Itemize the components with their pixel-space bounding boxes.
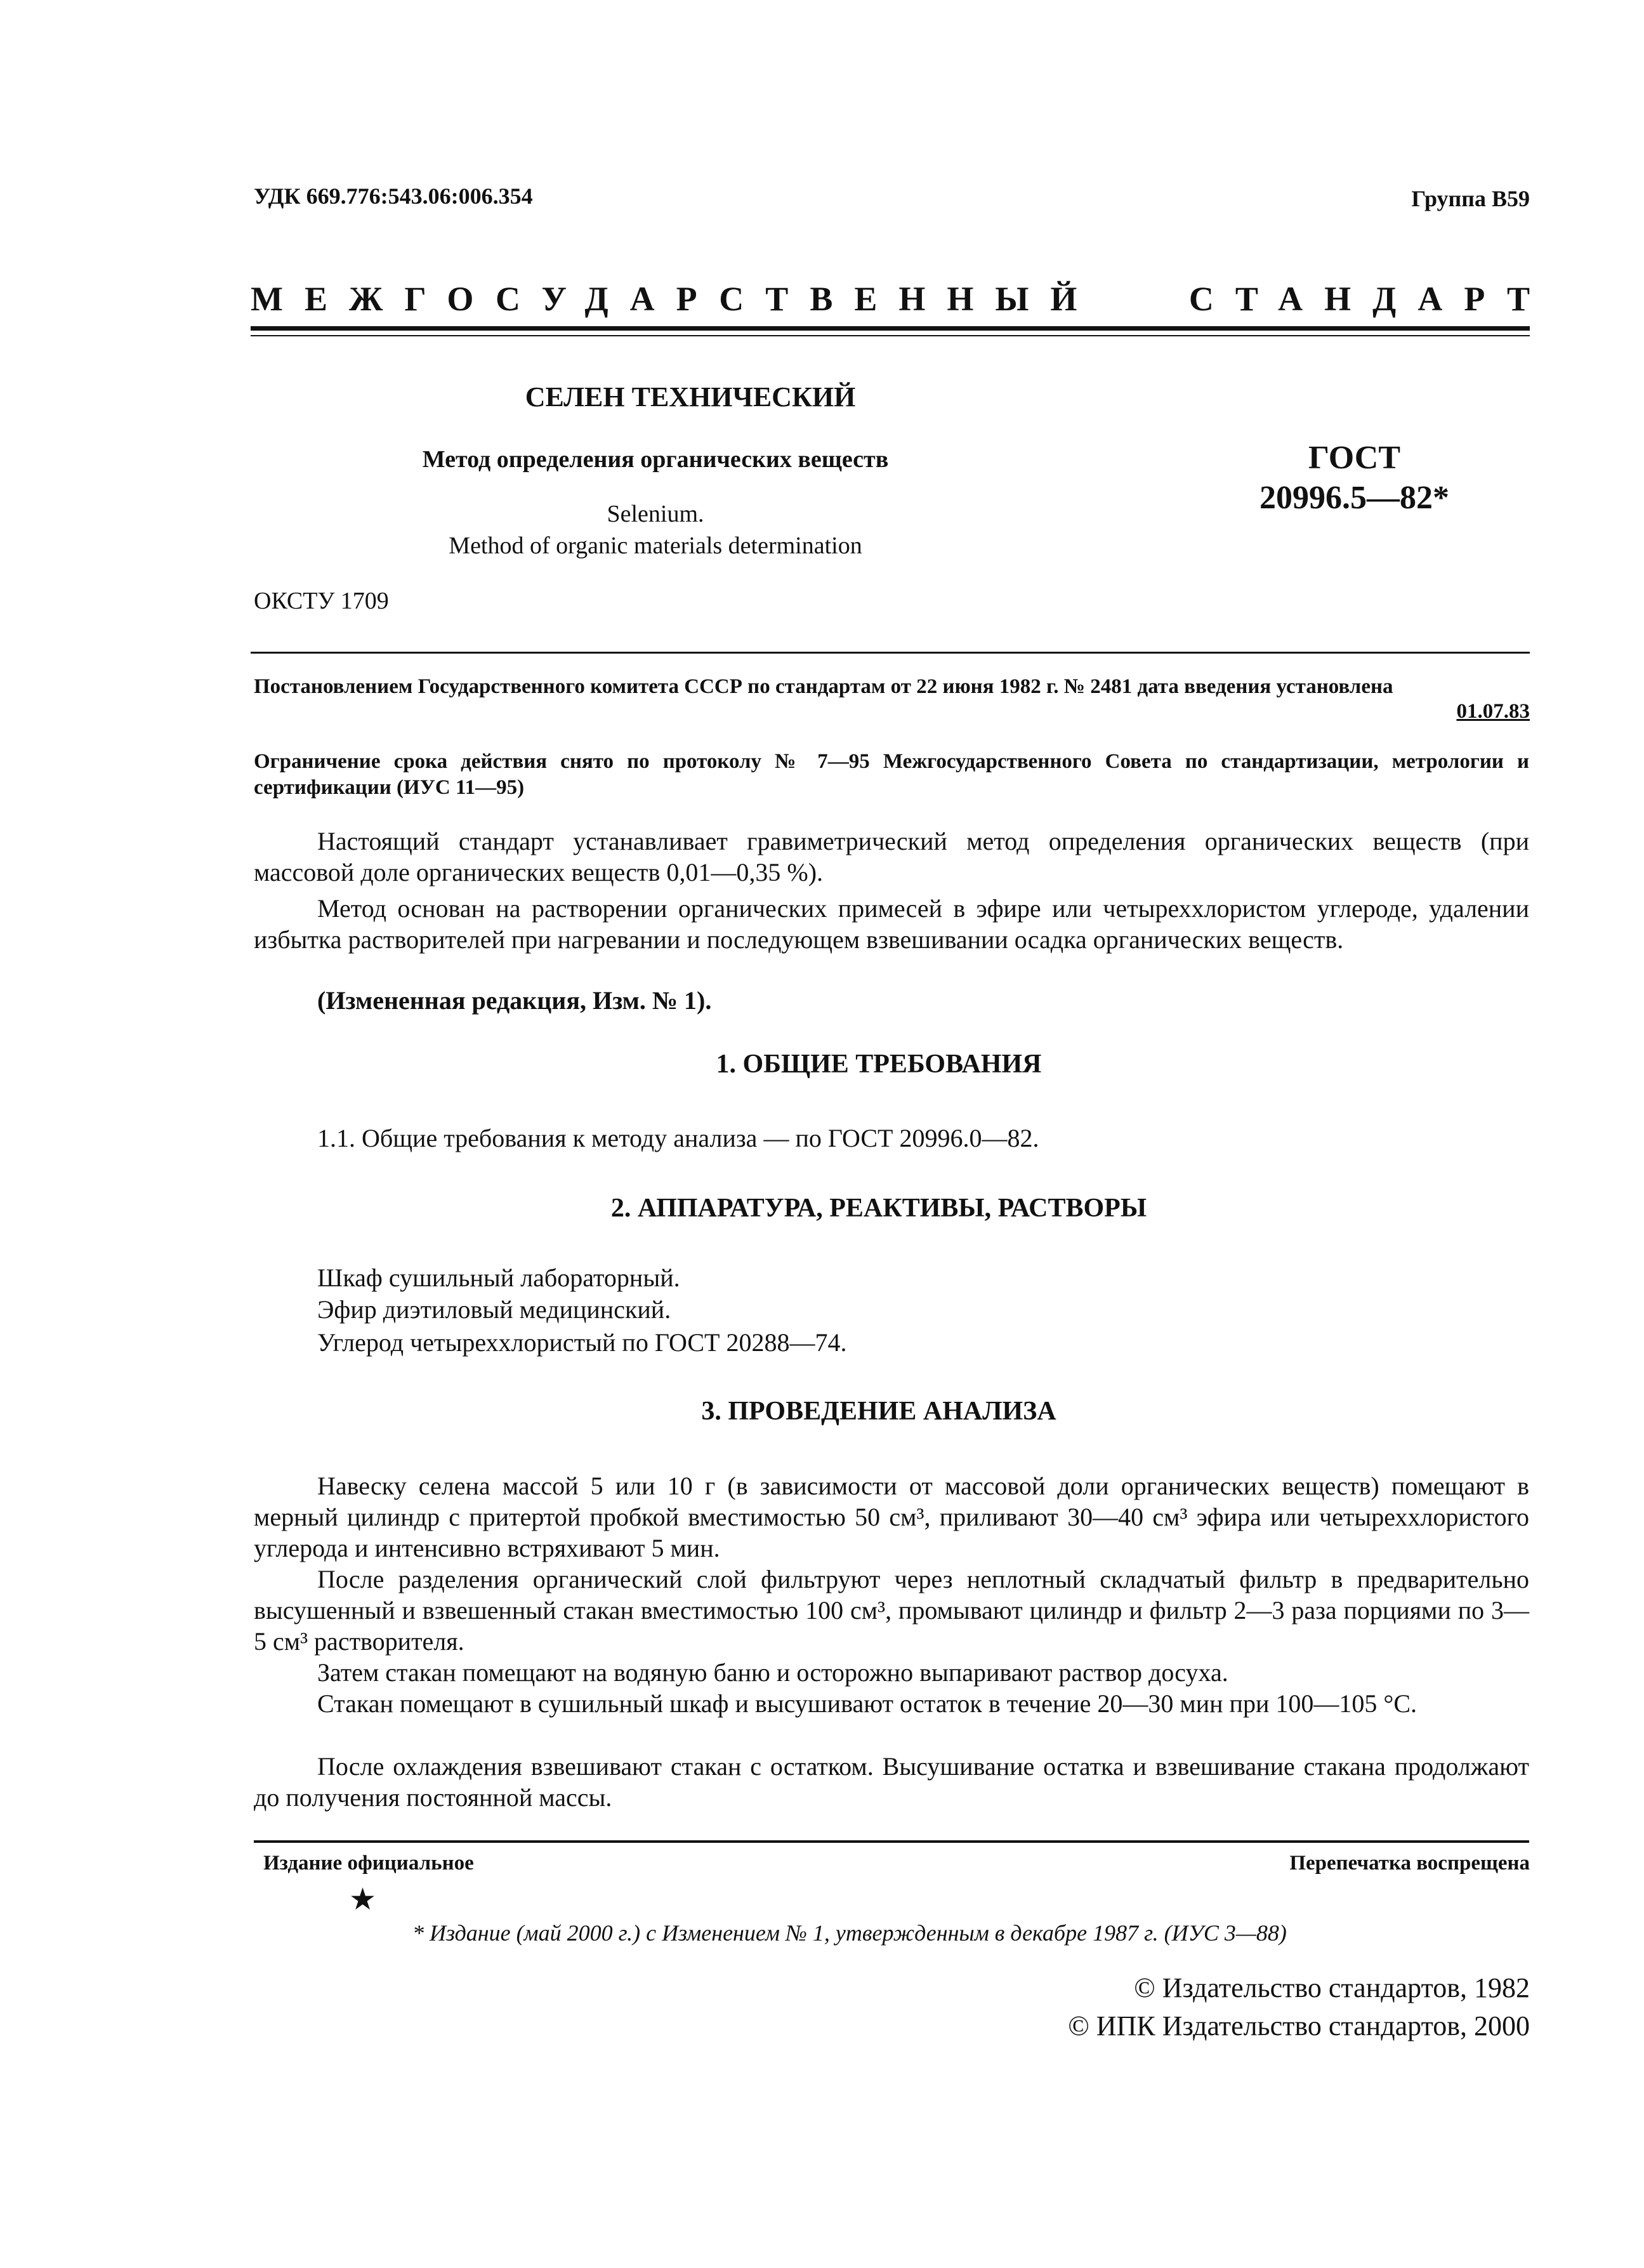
group-code: Группа В59 — [1411, 186, 1530, 211]
udk-code: УДК 669.776:543.06:006.354 — [254, 183, 533, 209]
document-title: СЕЛЕН ТЕХНИЧЕСКИЙ — [525, 381, 856, 412]
section-3-paragraph-4: Стакан помещают в сушильный шкаф и высушивают остаток в течение 20—30 мин при 100—105 °С. — [317, 1689, 1417, 1718]
gost-label: ГОСТ — [1308, 440, 1401, 476]
gost-code: 20996.5—82* — [1259, 480, 1449, 517]
section-3-paragraph-2: После разделения органический слой фильтруют через неплотный складчатый фильтр в предварительно высушенный и взвешенный стакан вместимостью 100 см³, промывают цилиндр и фильтр 2—3 раза порциями по 3—5 см³ растворителя. — [254, 1565, 1529, 1656]
restriction-note: Ограничение срока действия снято по протоколу № 7—95 Межгосударственного Совета по стандартизации, метрологии и сертификации (ИУС 11—95) — [254, 750, 1529, 800]
copyright-1982: © Издательство стандартов, 1982 — [1134, 1972, 1530, 2003]
banner-word-standard: СТАНДАРТ — [1188, 280, 1551, 318]
section-3-heading: 3. ПРОВЕДЕНИЕ АНАЛИЗА — [701, 1397, 1056, 1426]
star-icon: ★ — [349, 1883, 377, 1916]
decree-text: Постановлением Государственного комитета СССР по стандартам от 22 июня 1982 г. № 2481 дата введения установлена — [254, 675, 1393, 698]
section-2-heading: 2. АППАРАТУРА, РЕАКТИВЫ, РАСТВОРЫ — [610, 1194, 1147, 1223]
okstu-code: ОКСТУ 1709 — [254, 588, 389, 614]
banner-rule-thick — [251, 326, 1530, 331]
banner-rule-thin — [251, 335, 1530, 336]
english-title-line2: Method of organic materials determination — [449, 532, 862, 559]
introduction-date: 01.07.83 — [1456, 700, 1530, 723]
document-subtitle: Метод определения органических веществ — [422, 446, 889, 473]
gost-number — [1259, 438, 1449, 518]
equipment-item: Углерод четыреххлористый по ГОСТ 20288—74. — [317, 1328, 847, 1357]
intro-paragraph-1: Настоящий стандарт устанавливает гравиметрический метод определения органических веществ (при массовой доле органических веществ 0,01—0,35 %). — [254, 827, 1529, 887]
section-1-heading: 1. ОБЩИЕ ТРЕБОВАНИЯ — [716, 1050, 1042, 1079]
intro-paragraph-2: Метод основан на растворении органических примесей в эфире или четыреххлористом углероде, удалении избытка растворителей при нагревании и последующем взвешивании осадка органических веществ. — [254, 894, 1529, 954]
header-divider — [251, 652, 1530, 654]
equipment-item: Шкаф сушильный лабораторный. — [317, 1263, 680, 1292]
copyright-2000: © ИПК Издательство стандартов, 2000 — [1068, 2010, 1530, 2041]
section-3-paragraph-3: Затем стакан помещают на водяную баню и осторожно выпаривают раствор досуха. — [317, 1658, 1228, 1687]
section-3-paragraph-1: Навеску селена массой 5 или 10 г (в зависимости от массовой доли органических веществ) помещают в мерный цилиндр с притертой пробкой вместимостью 50 см³, приливают 30—40 см³ эфира или четыреххлористого углерода и интенсивно встряхивают 5 мин. — [254, 1472, 1529, 1562]
official-edition-label: Издание официальное — [263, 1852, 474, 1875]
standard-banner — [251, 279, 1551, 319]
section-3-paragraph-5: После охлаждения взвешивают стакан с остатком. Высушивание остатка и взвешивание стакана продолжают до получения постоянной массы. — [254, 1752, 1529, 1812]
banner-word-interstate: МЕЖГОСУДАРСТВЕННЫЙ — [251, 280, 1099, 318]
amendment-note: (Измененная редакция, Изм. № 1). — [317, 986, 712, 1015]
english-title-line1: Selenium. — [607, 501, 704, 527]
footer-divider — [254, 1840, 1529, 1843]
equipment-item: Эфир диэтиловый медицинский. — [317, 1295, 671, 1324]
reprint-prohibited-label: Перепечатка воспрещена — [1289, 1852, 1530, 1875]
section-1-paragraph: 1.1. Общие требования к методу анализа — по ГОСТ 20996.0—82. — [317, 1124, 1039, 1152]
edition-note: * Издание (май 2000 г.) с Изменением № 1, утвержденным в декабре 1987 г. (ИУС 3—88) — [412, 1920, 1287, 1946]
